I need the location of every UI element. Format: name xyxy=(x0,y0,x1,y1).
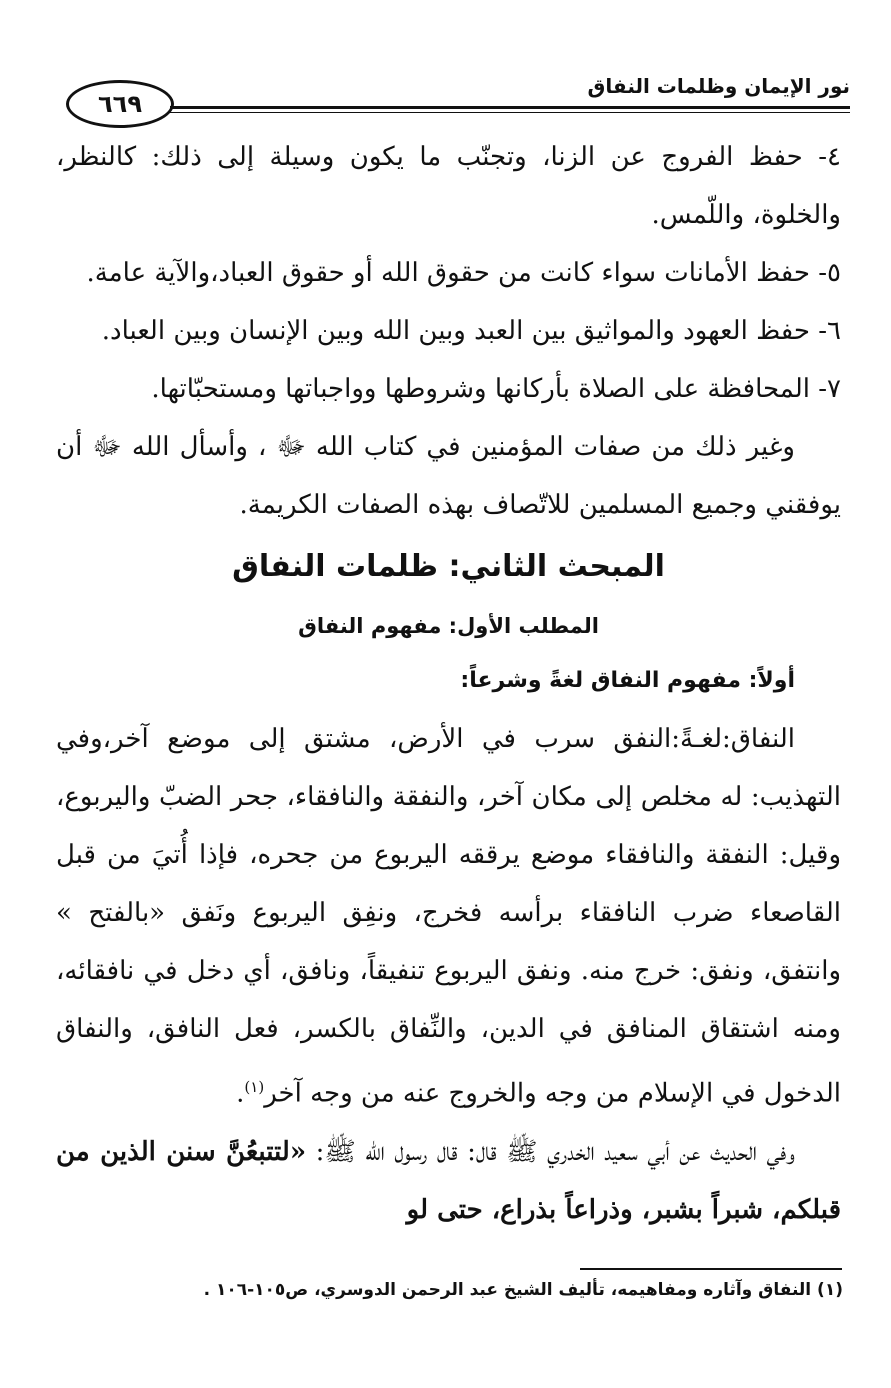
list-item: ٥- حفظ الأمانات سواء كانت من حقوق الله أو حقوق العباد،والآية عامة. xyxy=(86,258,841,288)
list-item: ٧- المحافظة على الصلاة بأركانها وشروطها وواجباتها ومستحبّاتها. xyxy=(151,374,841,404)
footnote-marker: (١) xyxy=(244,1078,265,1096)
header-rule xyxy=(170,106,850,109)
running-header xyxy=(60,58,850,128)
footnote: (١) النفاق وآثاره ومفاهيمه، تأليف الشيخ عبد الرحمن الدوسري، ص١٠٥-١٠٦ . xyxy=(203,1280,843,1300)
closing-paragraph: وغير ذلك من صفات المؤمنين في كتاب الله ﷻ ، وأسأل الله ﷻ أن يوفقني وجميع المسلمين للاتّصاف بهذه الصفات الكريمة. xyxy=(56,432,841,520)
list-item: ٦- حفظ العهود والمواثيق بين العبد وبين الله وبين الإنسان وبين العباد. xyxy=(101,316,841,346)
chapter-heading: المبحث الثاني: ظلمات النفاق xyxy=(232,549,665,584)
header-rule-thin xyxy=(170,112,850,113)
footnote-rule xyxy=(580,1268,842,1270)
list-item: ٤- حفظ الفروج عن الزنا، وتجنّب ما يكون وسيلة إلى ذلك: كالنظر، والخلوة، واللّمس. xyxy=(56,142,841,230)
section-heading: المطلب الأول: مفهوم النفاق xyxy=(298,614,599,638)
hadith-intro: وفي الحديث عن أبي سعيد الخدري ﷺ قال: قال رسول الله ﷺ: xyxy=(315,1136,795,1167)
hadith-paragraph xyxy=(56,1123,841,1239)
page-number-text: ٦٦٩ xyxy=(98,90,142,118)
page-number xyxy=(66,80,174,128)
definition-paragraph: النفاق:لغـةً:النفق سرب في الأرض، مشتق إلى موضع آخر،وفي التهذيب: له مخلص إلى مكان آخر، والنفقة والنافقاء، جحر الضبّ واليربوع، وقيل: النفقة والنافقاء موضع يرققه اليربوع من جحره، فإذا أُتيَ من قبل القاصعاء ضرب النافقاء برأسه فخرج، ونفِق اليربوع ونَفق «بالفتح » وانتفق، ونفق: خرج منه. ونفق اليربوع تنفيقاً، ونافق، أي دخل في نافقائه، ومنه اشتقاق المنافق في الدين، والنِّفاق بالكسر، فعل النافق، والنفاق الدخول في الإسلام من وجه والخروج عنه من وجه آخر$^{(١)}$. xyxy=(56,724,841,1109)
running-header-title: نور الإيمان وظلمات النفاق xyxy=(587,74,850,98)
definition-text: النفاق:لغـةً:النفق سرب في الأرض، مشتق إلى موضع آخر،وفي التهذيب: له مخلص إلى مكان آخر، والنفقة والنافقاء، جحر الضبّ واليربوع، وقيل: النفقة والنافقاء موضع يرققه اليربوع من جحره، فإذا أُتيَ من قبل القاصعاء ضرب النافقاء برأسه فخرج، ونفِق اليربوع ونَفق «بالفتح » وانتفق، ونفق: خرج منه. ونفق اليربوع تنفيقاً، ونافق، أي دخل في نافقائه، ومنه اشتقاق المنافق في الدين، والنِّفاق بالكسر، فعل النافق، والنفاق الدخول في الإسلام من وجه والخروج عنه من وجه آخر xyxy=(56,724,841,1109)
hadith-quote: «لتتبعُنَّ سنن الذين من قبلكم، شبراً بشبر، وذراعاً بذراع، حتى لو xyxy=(56,1136,841,1225)
subsection-heading: أولاً: مفهوم النفاق لغةً وشرعاً: xyxy=(460,668,795,693)
main-text xyxy=(56,128,841,1239)
